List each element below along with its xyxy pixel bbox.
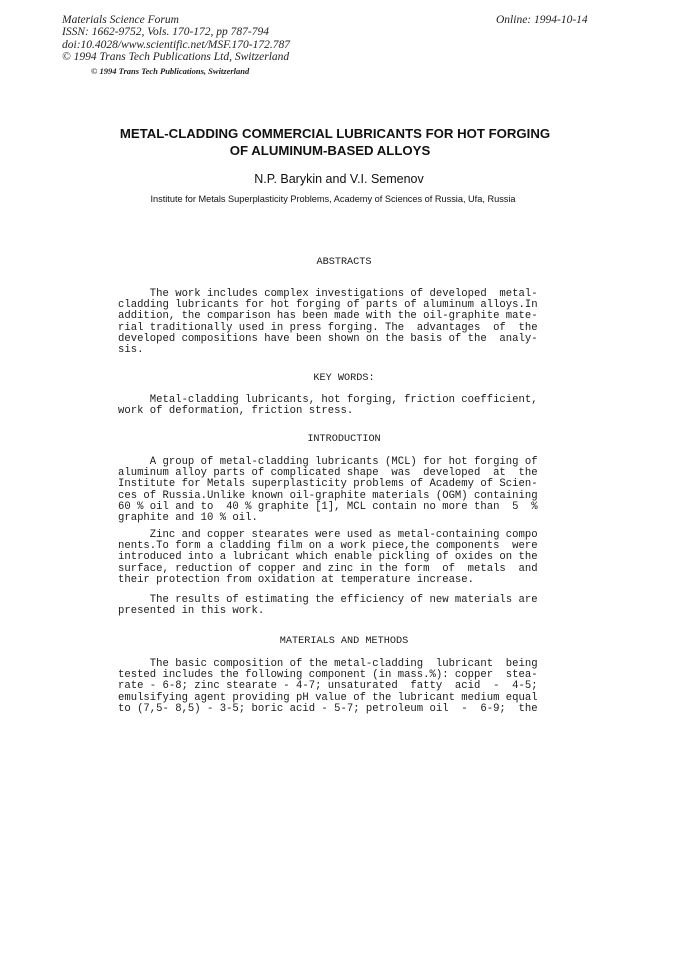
journal-doi: doi:10.4028/www.scientific.net/MSF.170-172.787 <box>62 38 290 51</box>
text-line: introduced into a lubricant which enable pickling of oxides on the <box>118 551 538 564</box>
intro-paragraph-1 <box>118 457 548 524</box>
methods-paragraph <box>118 659 548 715</box>
text-line: their protection from oxidation at temperature increase. <box>118 573 475 586</box>
section-heading-introduction: INTRODUCTION <box>307 434 381 445</box>
journal-name: Materials Science Forum <box>62 14 179 26</box>
text-line: cladding lubricants for hot forging of parts of aluminum alloys.In <box>118 299 538 312</box>
intro-paragraph-2 <box>118 530 548 586</box>
keywords-paragraph <box>118 395 548 417</box>
abstract-paragraph <box>118 289 548 356</box>
text-line: rate - 6-8; zinc stearate - 4-7; unsaturated fatty acid - 4-5; <box>118 680 538 693</box>
paper-title <box>0 125 678 159</box>
intro-paragraph-3 <box>118 595 548 617</box>
text-line: Zinc and copper stearates were used as metal-containing compo <box>118 529 538 541</box>
text-line: Institute for Metals superplasticity problems of Academy of Scien- <box>118 478 538 491</box>
text-line: tested includes the following component (in mass.%): copper stea- <box>118 669 538 682</box>
text-line: to (7,5- 8,5) - 3-5; boric acid - 5-7; petroleum oil - 6-9; the <box>118 702 538 715</box>
text-line: addition, the comparison has been made with the oil-graphite mate- <box>118 310 538 323</box>
title-line: OF ALUMINUM-BASED ALLOYS <box>229 143 431 158</box>
text-line: graphite and 10 % oil. <box>118 512 258 525</box>
text-line: ces of Russia.Unlike known oil-graphite materials (OGM) containing <box>118 489 538 502</box>
journal-issn: ISSN: 1662-9752, Vols. 170-172, pp 787-794 <box>62 26 269 39</box>
text-line: The basic composition of the metal-cladding lubricant being <box>118 658 538 670</box>
title-line: METAL-CLADDING COMMERCIAL LUBRICANTS FOR HOT FORGING <box>119 126 551 141</box>
text-line: aluminum alloy parts of complicated shape was developed at the <box>118 467 538 480</box>
text-line: sis. <box>118 344 144 357</box>
original-copyright: © 1994 Trans Tech Publications, Switzerland <box>91 66 250 76</box>
online-date: Online: 1994-10-14 <box>496 14 588 26</box>
journal-header <box>62 14 290 64</box>
text-line: 60 % oil and to 40 % graphite [1], MCL contain no more than 5 % <box>118 500 538 513</box>
text-line: presented in this work. <box>118 605 265 618</box>
text-line: The work includes complex investigations of developed metal- <box>118 288 538 300</box>
text-line: nents.To form a cladding film on a work piece,the components were <box>118 540 538 553</box>
section-heading-methods: MATERIALS AND METHODS <box>279 636 409 647</box>
journal-copyright: © 1994 Trans Tech Publications Ltd, Switzerland <box>62 51 290 64</box>
text-line: developed compositions have been shown on the basis of the analy- <box>118 332 538 345</box>
affiliation: Institute for Metals Superplasticity Problems, Academy of Sciences of Russia, Ufa, Russia <box>150 194 516 204</box>
text-line: A group of metal-cladding lubricants (MCL) for hot forging of <box>118 456 538 468</box>
text-line: surface, reduction of copper and zinc in the form of metals and <box>118 562 538 575</box>
text-line: emulsifying agent providing pH value of the lubricant medium equal <box>118 691 538 704</box>
authors: N.P. Barykin and V.I. Semenov <box>254 172 424 186</box>
text-line: The results of estimating the efficiency of new materials are <box>118 594 538 606</box>
section-heading-keywords: KEY WORDS: <box>313 373 375 384</box>
text-line: rial traditionally used in press forging. The advantages of the <box>118 321 538 334</box>
text-line: work of deformation, friction stress. <box>118 405 354 418</box>
section-heading-abstract: ABSTRACTS <box>316 257 372 268</box>
text-line: Metal-cladding lubricants, hot forging, friction coefficient, <box>118 394 538 406</box>
